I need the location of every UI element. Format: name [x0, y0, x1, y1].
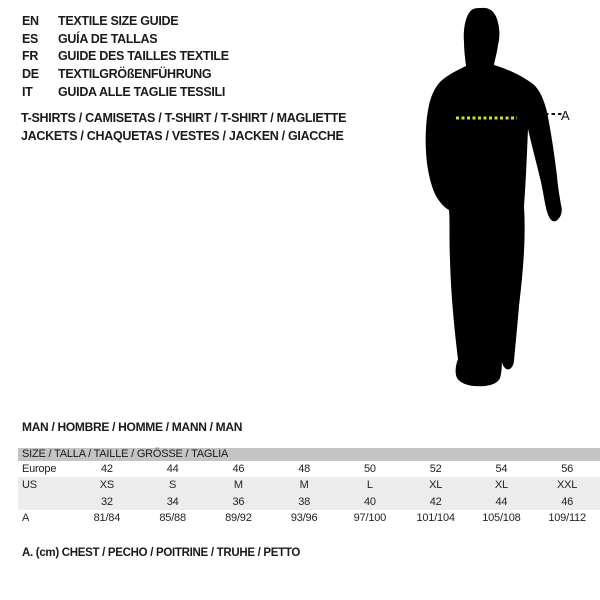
man-silhouette [426, 8, 562, 386]
language-row-en [22, 13, 229, 31]
row-label: A [22, 512, 30, 525]
row-label: Europe [22, 463, 57, 475]
table-cell: 42 [429, 495, 442, 508]
category-lines [21, 110, 346, 145]
guide-title-en: TEXTILE SIZE GUIDE [58, 14, 179, 28]
table-cell: 34 [166, 495, 179, 508]
category-jackets: JACKETS / CHAQUETAS / VESTES / JACKEN / GIACCHE [21, 128, 344, 143]
table-cell: 44 [495, 495, 508, 508]
row-label: US [22, 479, 37, 492]
language-code: FR [22, 49, 39, 64]
size-table [18, 448, 600, 527]
table-cell: 38 [298, 495, 311, 508]
table-cell: 50 [363, 463, 376, 475]
size-table-header: SIZE / TALLA / TAILLE / GRÖSSE / TAGLIA [18, 448, 600, 461]
man-silhouette-figure [410, 0, 600, 400]
table-cell: M [299, 479, 309, 492]
table-row-alt-size [18, 494, 600, 510]
table-row-us [18, 477, 600, 493]
language-row-fr [22, 48, 229, 66]
language-row-de [22, 66, 229, 84]
guide-title-fr: GUIDE DES TAILLES TEXTILE [58, 49, 229, 64]
guide-title-es: GUÍA DE TALLAS [58, 31, 158, 46]
table-cell: 54 [495, 463, 508, 475]
table-cell: 52 [429, 463, 442, 475]
guide-title-it: GUIDA ALLE TAGLIE TESSILI [58, 84, 226, 99]
table-cell: 97/100 [353, 512, 387, 525]
table-cell: 44 [166, 463, 179, 475]
table-cell: 40 [363, 495, 376, 508]
language-code: DE [22, 67, 39, 82]
language-row-es [22, 31, 229, 49]
table-cell: M [233, 479, 243, 492]
table-cell: 105/108 [482, 512, 521, 525]
table-cell: XS [99, 479, 115, 492]
table-row-chest [18, 510, 600, 526]
measurement-footnote: A. (cm) CHEST / PECHO / POITRINE / TRUHE / PETTO [22, 547, 301, 559]
gender-section-title: MAN / HOMBRE / HOMME / MANN / MAN [22, 420, 243, 434]
table-cell: S [169, 479, 177, 492]
table-cell: 36 [232, 495, 245, 508]
table-cell: 46 [561, 495, 574, 508]
table-cell: 85/88 [159, 512, 186, 525]
language-code: EN [22, 14, 39, 28]
language-row-it [22, 84, 229, 102]
table-cell: 101/104 [416, 512, 455, 525]
table-cell: 93/96 [290, 512, 318, 525]
table-cell: L [366, 479, 373, 492]
table-cell: XL [429, 479, 443, 492]
table-cell: 89/92 [225, 512, 252, 525]
table-cell: 56 [561, 463, 574, 475]
table-cell: 48 [298, 463, 311, 475]
measure-label-a: A [561, 108, 570, 123]
table-cell: XXL [557, 479, 578, 492]
guide-title-de: TEXTILGRÖßENFÜHRUNG [58, 67, 212, 82]
category-tshirts: T-SHIRTS / CAMISETAS / T-SHIRT / T-SHIRT / MAGLIETTE [21, 111, 347, 125]
language-guide-list [22, 13, 229, 102]
table-cell: 32 [100, 495, 113, 508]
table-cell: 109/112 [548, 512, 586, 525]
table-cell: 42 [100, 463, 113, 475]
table-row-europe [18, 461, 600, 477]
table-cell: XL [494, 479, 508, 492]
table-cell: 46 [232, 463, 245, 475]
language-code: ES [22, 31, 39, 46]
row-label [18, 494, 74, 510]
table-cell: 81/84 [93, 512, 121, 525]
language-code: IT [22, 84, 33, 99]
